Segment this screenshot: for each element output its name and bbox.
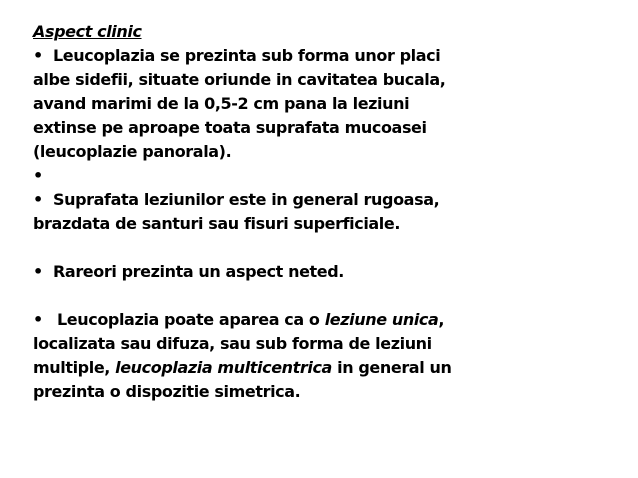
paragraph-1-line-2: albe sidefii, situate oriunde in cavitatea bucala, <box>33 70 446 89</box>
paragraph-1-line-4: extinse pe aproape toata suprafata mucoasei <box>33 118 427 137</box>
paragraph-2-line-2: brazdata de santuri sau fisuri superficiale. <box>33 214 401 233</box>
bullet-item-3 <box>33 260 503 284</box>
paragraph-4-line-2: localizata sau difuza, sau sub forma de leziuni <box>33 334 432 353</box>
paragraph-4-line-1-end: , <box>438 310 445 329</box>
spacer <box>33 284 503 308</box>
paragraph-4-line-3 <box>33 356 503 380</box>
bullet-item-1 <box>33 44 503 68</box>
paragraph-4-line-4: prezinta o dispozitie simetrica. <box>33 382 301 401</box>
paragraph-1-line-3: avand marimi de la 0,5-2 cm pana la leziuni <box>33 94 410 113</box>
spacer <box>33 236 503 260</box>
paragraph-2-line-1: Suprafata leziunilor este in general rugoasa, <box>53 190 440 209</box>
paragraph-1-line-1: Leucoplazia se prezinta sub forma unor placi <box>53 46 441 65</box>
bullet-icon: • <box>33 310 43 329</box>
bullet-item-4 <box>33 308 503 332</box>
bullet-icon: • <box>33 190 43 209</box>
paragraph-1-line-5: (leucoplazie panorala). <box>33 142 232 161</box>
empty-bullet-item <box>33 164 503 188</box>
bullet-icon: • <box>33 166 43 185</box>
bullet-icon: • <box>33 46 43 65</box>
paragraph-3-line-1: Rareori prezinta un aspect neted. <box>53 262 344 281</box>
paragraph-4-line-1-start: Leucoplazia poate aparea ca o <box>57 310 325 329</box>
paragraph-4-emphasis-1: leziune unica <box>324 310 439 329</box>
paragraph-4-line-3-start: multiple, <box>33 358 116 377</box>
paragraph-4-emphasis-2: leucoplazia multicentrica <box>115 358 332 377</box>
bullet-item-2 <box>33 188 503 212</box>
slide-body <box>33 20 503 404</box>
paragraph-4-line-3-end: in general un <box>331 358 452 377</box>
slide-heading: Aspect clinic <box>33 22 142 41</box>
bullet-icon: • <box>33 262 43 281</box>
